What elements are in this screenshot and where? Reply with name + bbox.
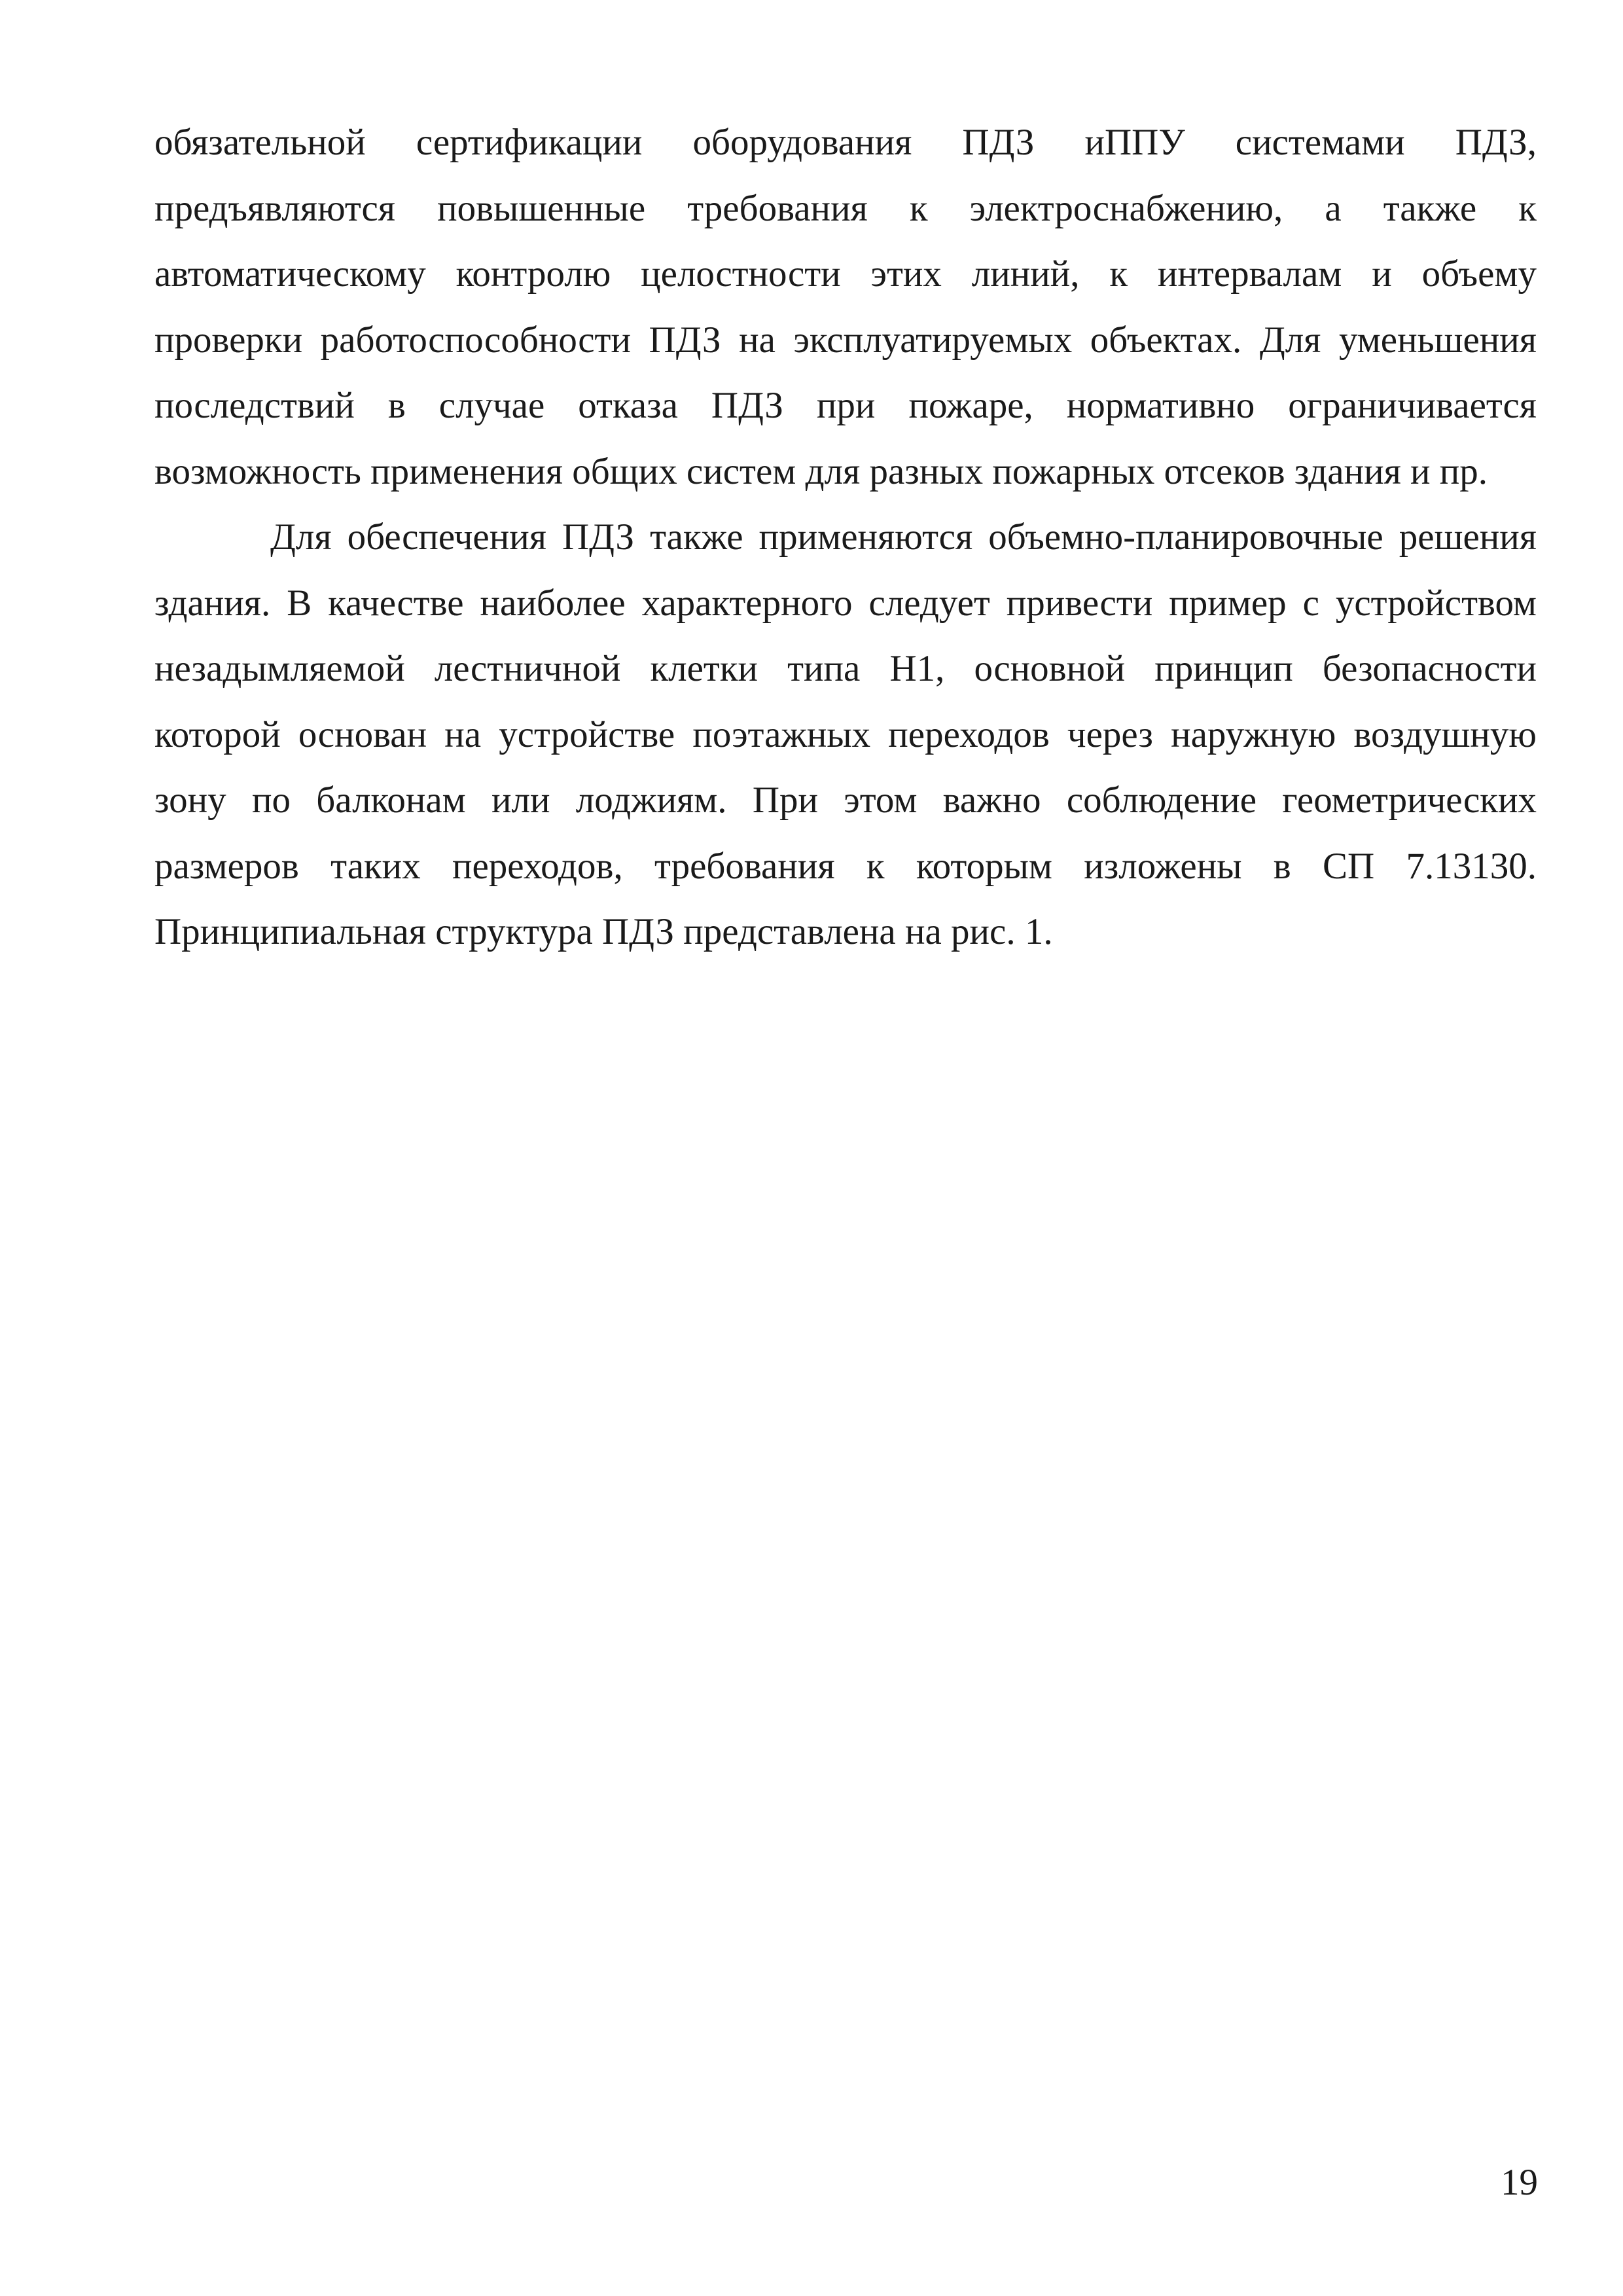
text-line: Для обеспечения ПДЗ также применяются объемно-планировочные решения [270, 516, 1537, 558]
text-line: Принципиальная структура ПДЗ представлена на рис. 1. [154, 911, 1053, 952]
text-line: размеров таких переходов, требования к которым изложены в СП 7.13130. [154, 845, 1537, 887]
page-number: 19 [1501, 2162, 1538, 2203]
text-line: проверки работоспособности ПДЗ на эксплуатируемых объектах. Для уменьшения [154, 319, 1537, 361]
text-line: обязательной сертификации оборудования ПДЗ иППУ системами ПДЗ, [154, 122, 1537, 163]
paragraph-continued [154, 110, 1537, 505]
text-line: незадымляемой лестничной клетки типа Н1, основной принцип безопасности [154, 648, 1537, 689]
text-line: последствий в случае отказа ПДЗ при пожаре, нормативно ограничивается [154, 385, 1537, 426]
body-text [154, 110, 1537, 965]
text-line: возможность применения общих систем для разных пожарных отсеков здания и пр. [154, 450, 1488, 492]
text-line: предъявляются повышенные требования к электроснабжению, а также к [154, 187, 1537, 229]
text-line: здания. В качестве наиболее характерного следует привести пример с устройством [154, 582, 1537, 624]
text-line: которой основан на устройстве поэтажных переходов через наружную воздушную [154, 713, 1537, 755]
paragraph-smoke-protection-planning [154, 505, 1537, 965]
text-line: автоматическому контролю целостности этих линий, к интервалам и объему [154, 253, 1537, 295]
text-line: зону по балконам или лоджиям. При этом важно соблюдение геометрических [154, 780, 1537, 821]
